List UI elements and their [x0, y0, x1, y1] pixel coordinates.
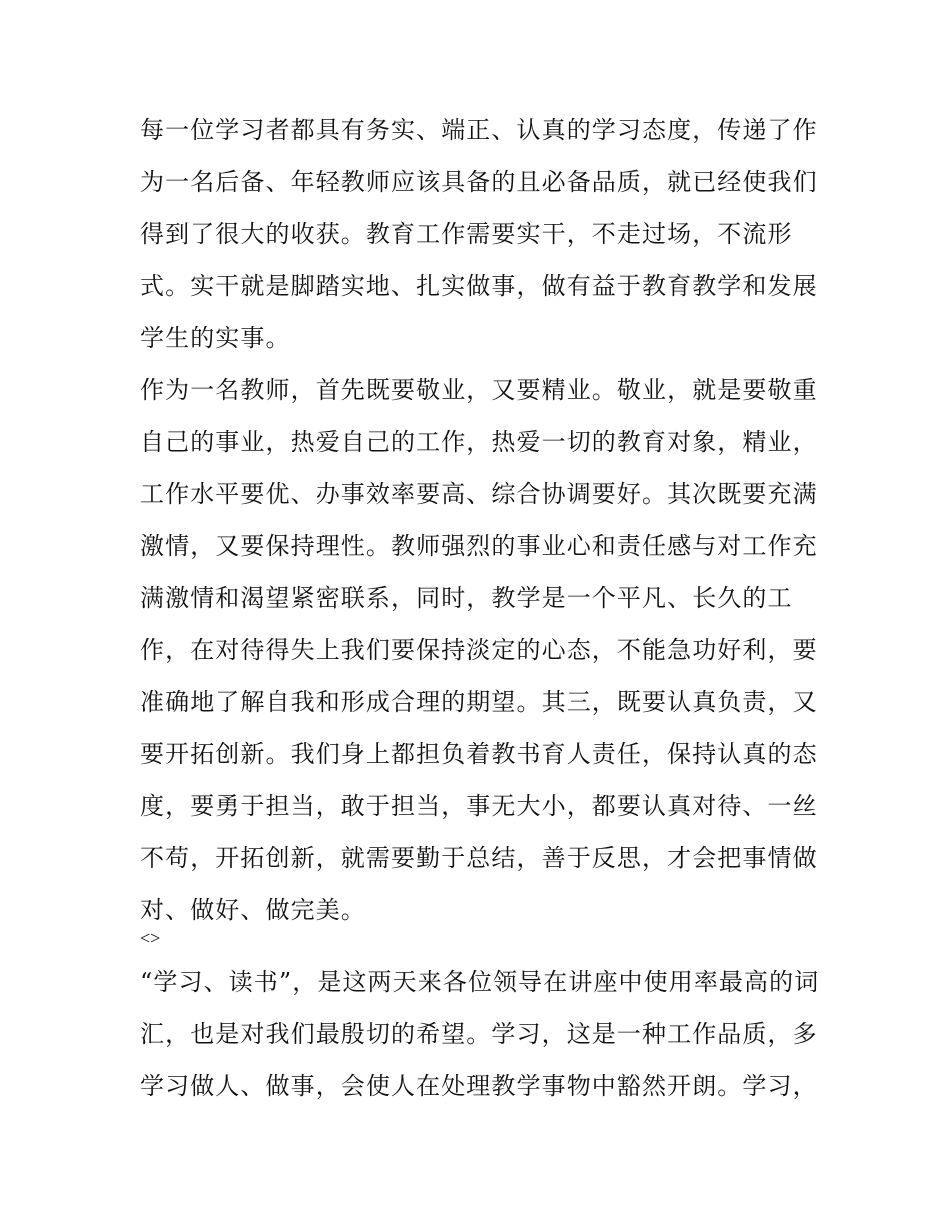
paragraph-line: 作为一名教师，首先既要敬业，又要精业。敬业，就是要敬重 [140, 376, 818, 404]
paragraph-line: 汇，也是对我们最殷切的希望。学习，这是一种工作品质，多 [140, 1020, 818, 1048]
paragraph-line: 度，要勇于担当，敢于担当，事无大小，都要认真对待、一丝 [140, 792, 818, 820]
paragraph-line: 学习做人、做事，会使人在处理教学事物中豁然开朗。学习， [140, 1072, 818, 1100]
paragraph-line: 对、做好、做完美。 [140, 896, 366, 924]
paragraph-line: 每一位学习者都具有务实、端正、认真的学习态度，传递了作 [140, 116, 818, 144]
paragraph-line: 学生的实事。 [140, 324, 291, 352]
paragraph-line: 工作水平要优、办事效率要高、综合协调要好。其次既要充满 [140, 480, 818, 508]
paragraph-line: 激情，又要保持理性。教师强烈的事业心和责任感与对工作充 [140, 532, 818, 560]
paragraph-line: 满激情和渴望紧密联系，同时，教学是一个平凡、长久的工 [140, 584, 793, 612]
paragraph-line: 作，在对待得失上我们要保持淡定的心态，不能急功好利，要 [140, 636, 818, 664]
paragraph-line: 不苟，开拓创新，就需要勤于总结，善于反思，才会把事情做 [140, 844, 818, 872]
paragraph-line: “学习、读书”，是这两天来各位领导在讲座中使用率最高的词 [140, 968, 820, 996]
section-marker: <> [140, 928, 161, 948]
paragraph-line: 为一名后备、年轻教师应该具备的且必备品质，就已经使我们 [140, 168, 818, 196]
paragraph-line: 式。实干就是脚踏实地、扎实做事，做有益于教育教学和发展 [140, 272, 818, 300]
paragraph-line: 准确地了解自我和形成合理的期望。其三，既要认真负责，又 [140, 688, 818, 716]
paragraph-line: 要开拓创新。我们身上都担负着教书育人责任，保持认真的态 [140, 740, 818, 768]
paragraph-line: 得到了很大的收获。教育工作需要实干，不走过场，不流形 [140, 220, 793, 248]
paragraph-line: 自己的事业，热爱自己的工作，热爱一切的教育对象，精业， [140, 428, 818, 456]
